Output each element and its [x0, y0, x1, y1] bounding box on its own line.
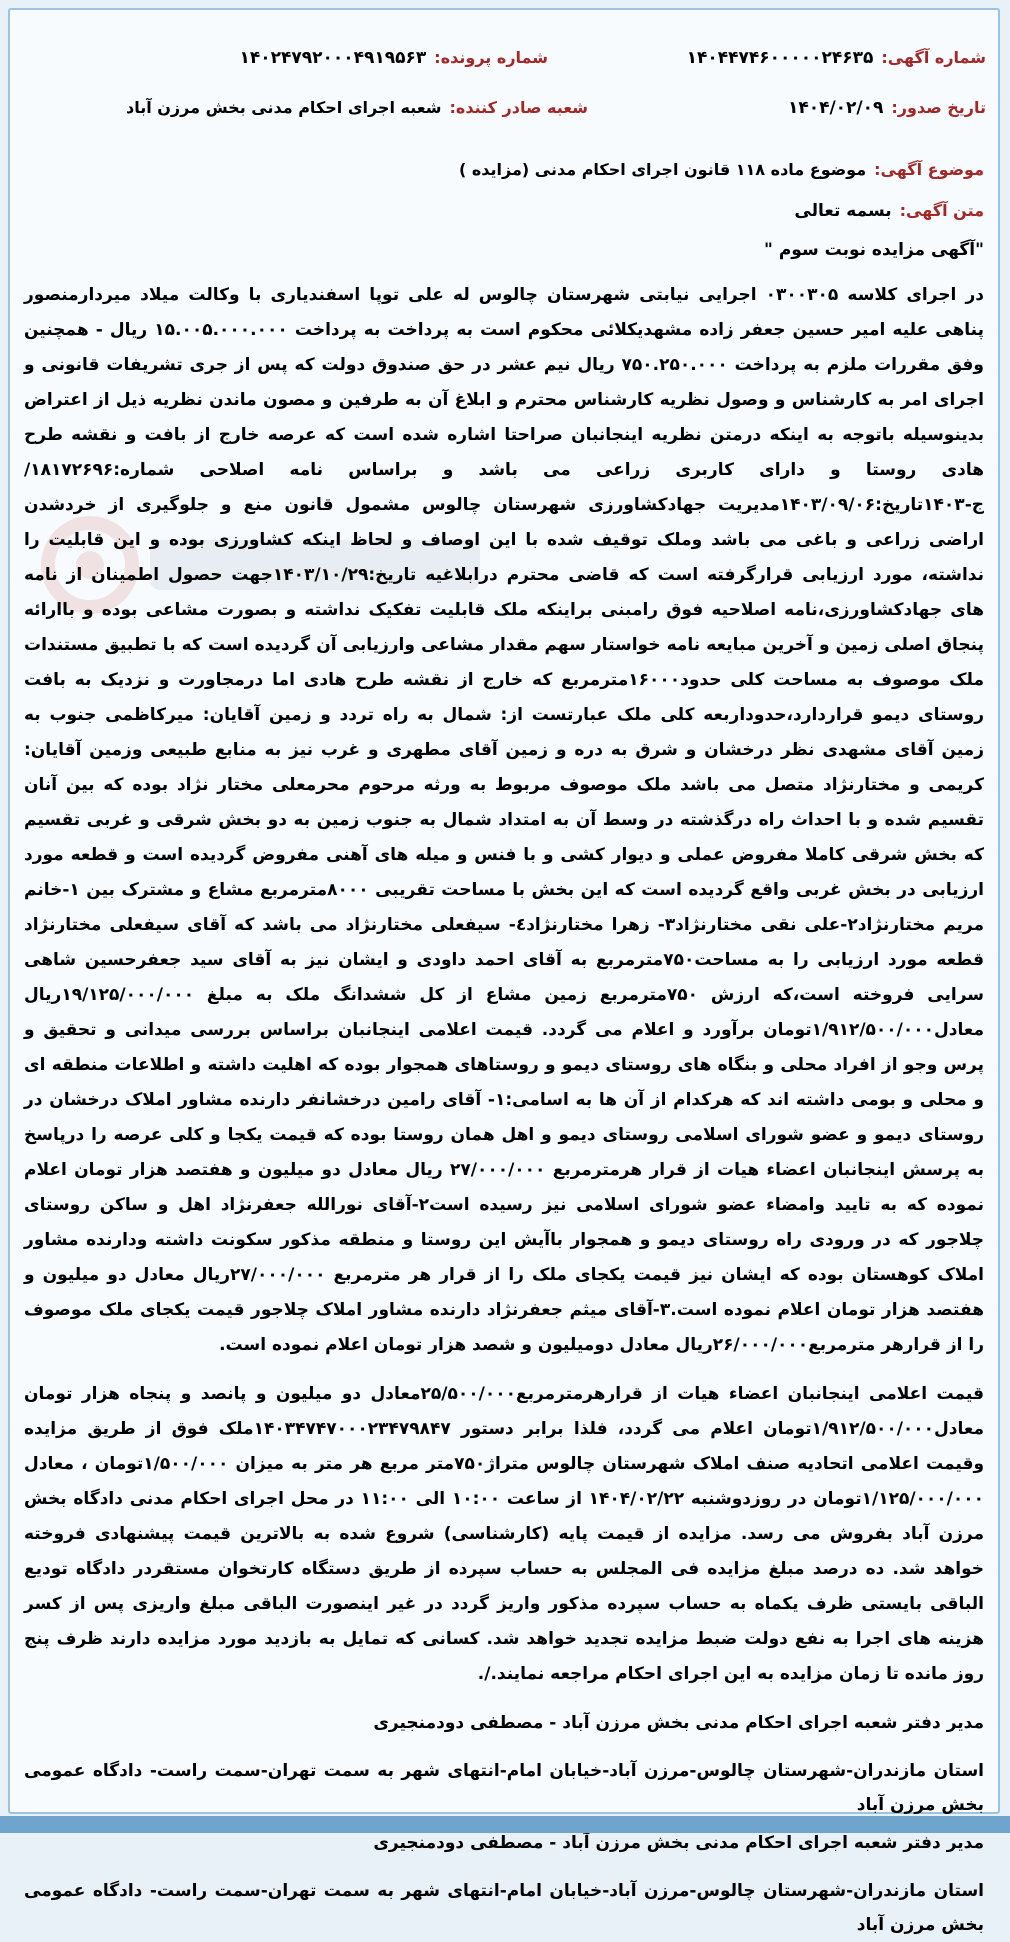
issuing-branch-row	[126, 98, 588, 117]
body-label-row	[24, 201, 984, 221]
case-number-value: ۱۴۰۲۴۷۹۲۰۰۰۴۹۱۹۵۶۳	[239, 48, 427, 68]
issuing-branch-label: شعبه صادر کننده:	[449, 98, 588, 117]
case-number-row	[240, 48, 548, 68]
bottom-bar	[0, 1816, 1010, 1833]
ad-paragraph-1: در اجرای کلاسه ۰۳۰۰۳۰۵ اجرایی نیابتی شهرستان چالوس له علی توپا اسفندیاری با وکالت میلاد میردارمنصور پناهی علیه امیر حسین جعفر زاده مشهدیکلائی محکوم است به پرداخت به پرداخت ۱۵.۰۰۵.۰۰۰.۰۰۰ ریال - همچنین وفق مقررات ملزم به پرداخت ۷۵۰.۲۵۰.۰۰۰ ریال نیم عشر در حق صندوق دولت که پس از جری تشریفات قانونی و اجرای امر به کارشناس و وصول نظریه کارشناس محترم و ابلاغ آن به طرفین و مصون ماندن نظریه ذیل از اعتراض بدینوسیله باتوجه به اینکه درمتن نظریه اینجانبان صراحتا اشاره شده است که عرصه خارج از بافت و نقشه طرح هادی روستا و دارای کاربری زراعی می باشد و براساس نامه اصلاحی شماره:۱۸۱۷۲۶۹۶/ج-۱۴۰۳تاریخ:۱۴۰۳/۰۹/۰۶مدیریت جهادکشاورزی شهرستان چالوس مشمول قانون منع و جلوگیری از خردشدن اراضی زراعی و باغی می باشد وملک توقیف شده با این اوصاف و لحاظ اینکه کشاورزی بوده و این قابلیت را نداشته، مورد ارزیابی قرارگرفته است که قاضی محترم درابلاغیه تاریخ:۱۴۰۳/۱۰/۲۹جهت حصول اطمینان از نامه های جهادکشاورزی،نامه اصلاحیه فوق رامبنی براینکه ملک قابلیت تفکیک نداشته و بصورت مشاعی بوده و باارائه پنجاق اصلی زمین و آخرین مبایعه نامه خواستار سهم مقدار مشاعی وارزیابی آن گردیده است که با تطبیق مستندات ملک موصوف به مساحت کلی حدود۱۶۰۰۰مترمربع که خارج از نقشه طرح هادی اما درمجاورت و نزدیک به بافت روستای دیمو قراردارد،حدوداربعه کلی ملک عبارتست از: شمال به راه تردد و زمین آقایان: میرکاظمی جنوب به زمین آقای مشهدی نظر درخشان و شرق به دره و زمین آقای مطهری و غرب نیز به منابع طبیعی وزمین آقایان: کریمی و مختارنژاد متصل می باشد ملک موصوف مربوط به ورثه مرحوم محرمعلی مختار نژاد بوده که بین آنان تقسیم شده و با احداث راه درگذشته در وسط آن به امتداد شمال به جنوب زمین به دو بخش شرقی و غربی تقسیم که بخش شرقی کاملا مفروض عملی و دیوار کشی و با فنس و میله های آهنی مفروض گردیده است و قطعه مورد ارزیابی در بخش غربی واقع گردیده است که این بخش با مساحت تقریبی ۸۰۰۰مترمربع مشاع و مشترک بین ۱-خانم مریم مختارنژاد۲-علی نقی مختارنژاد۳- زهرا مختارنژاد٤- سیفعلی مختارنژاد می باشد که آقای سیفعلی مختارنژاد قطعه مورد ارزیابی را به مساحت۷۵۰مترمربع به آقای احمد داودی و ایشان نیز به آقای سید جعفرحسین شاهی سرایی فروخته است،که ارزش ۷۵۰مترمربع زمین مشاع از کل ششدانگ ملک به مبلغ ۱۹/۱۲۵/۰۰۰/۰۰۰ریال معادل۱/۹۱۲/۵۰۰/۰۰۰تومان برآورد و اعلام می گردد. قیمت اعلامی اینجانبان براساس بررسی میدانی و تحقیق و پرس وجو از افراد محلی و بنگاه های روستای دیمو و روستاهای همجوار بوده که اهلیت داشته و اطلاعات منطقه ای و محلی و بومی داشته اند که هرکدام از آن ها به اسامی:۱- آقای رامین درخشانفر دارنده مشاور املاک درخشان در روستای دیمو و عضو شورای اسلامی روستای دیمو و اهل همان روستا بوده که قیمت یکجا و کلی عرصه را درپاسخ به پرسش اینجانبان اعضاء هیات از قرار هرمترمربع ۲۷/۰۰۰/۰۰۰ ریال معادل دو میلیون و هفتصد هزار تومان اعلام نموده که به تایید وامضاء عضو شورای اسلامی نیز رسیده است۲-آقای نورالله جعفرنژاد اهل و ساکن روستای چلاجور که در ورودی راه روستای دیمو و همجوار باآیش این روستا و منطقه مذکور سکونت داشته ودارنده مشاور املاک کوهستان بوده که ایشان نیز قیمت یکجای ملک را از قرار هر مترمربع ۲۷/۰۰۰/۰۰۰ریال معادل دو میلیون و هفتصد هزار تومان اعلام نموده است.۳-آقای میثم جعفرنژاد دارنده مشاور املاک چلاجور قیمت یکجای ملک موصوف را از قرارهر مترمربع۲۶/۰۰۰/۰۰۰ریال معادل دومیلیون و شصد هزار تومان اعلام نموده است.	[24, 285, 985, 1355]
ad-content	[24, 160, 984, 1942]
address-2: استان مازندران-شهرستان چالوس-مرزن آباد-خیابان امام-انتهای شهر به سمت تهران-سمت راست- دادگاه عمومی بخش مرزن آباد	[24, 1881, 984, 1935]
case-number-label: شماره پرونده:	[434, 48, 548, 67]
address-1: استان مازندران-شهرستان چالوس-مرزن آباد-خیابان امام-انتهای شهر به سمت تهران-سمت راست- دادگاه عمومی بخش مرزن آباد	[24, 1761, 984, 1815]
subject-value: موضوع ماده ۱۱۸ قانون اجرای احکام مدنی (مزایده )	[458, 160, 867, 179]
issuing-branch-value: شعبه اجرای احکام مدنی بخش مرزن آباد	[125, 98, 442, 117]
subject-label: موضوع آگهی:	[874, 160, 984, 179]
body-opening: بسمه تعالی	[794, 201, 892, 221]
subject-row	[24, 160, 984, 179]
signer-2: مدیر دفتر شعبه اجرای احکام مدنی بخش مرزن آباد - مصطفی دودمنجیری	[373, 1833, 984, 1853]
ad-number-label: شماره آگهی:	[881, 48, 986, 67]
issue-date-value: ۱۴۰۴/۰۲/۰۹	[787, 98, 884, 118]
ad-heading: "آگهی مزایده نوبت سوم "	[764, 240, 984, 260]
issue-date-label: تاریخ صدور:	[891, 98, 986, 117]
body-label: متن آگهی:	[899, 201, 984, 220]
ad-paragraph-2: قیمت اعلامی اینجانبان اعضاء هیات از قرارهرمترمربع۲۵/۵۰۰/۰۰۰معادل دو میلیون و پانصد و پنجاه هزار تومان معادل۱/۹۱۲/۵۰۰/۰۰۰تومان اعلام می گردد، فلذا برابر دستور ۱۴۰۳۴۷۴۷۰۰۰۲۳۴۷۹۸۴۷ملک فوق از طریق مزایده وقیمت اعلامی اتحادیه صنف املاک شهرستان چالوس متراژ۷۵۰متر مربع هر متر به میزان ۱/۵۰۰/۰۰۰تومان ، معادل ۱/۱۲۵/۰۰۰/۰۰۰تومان در روزدوشنبه ۱۴۰۴/۰۲/۲۲ از ساعت ۱۰:۰۰ الی ۱۱:۰۰ در محل اجرای احکام مدنی دادگاه بخش مرزن آباد بفروش می رسد. مزایده از قیمت پایه (کارشناسی) شروع شده به بالاترین قیمت پیشنهادی فروخته خواهد شد. ده درصد مبلغ مزایده فی المجلس به حساب سپرده از طریق دستگاه کارتخوان مستقردر دادگاه تودیع الباقی بایستی ظرف یکماه به حساب سپرده مذکور واریز گردد در غیر اینصورت الباقی مبلغ واریزی پس از کسر هزینه های اجرا به نفع دولت ضبط مزایده تجدید خواهد شد. کسانی که تمایل به بازدید مورد مزایده دارند ظرف پنج روز مانده تا زمان مزایده به این اجرای احکام مراجعه نمایند./.	[24, 1384, 985, 1684]
ad-number-row	[687, 48, 986, 68]
ad-header	[10, 10, 998, 160]
issue-date-row	[788, 98, 986, 118]
signer-1: مدیر دفتر شعبه اجرای احکام مدنی بخش مرزن آباد - مصطفی دودمنجیری	[373, 1713, 984, 1733]
ad-document-frame	[8, 8, 1000, 1935]
ad-number-value: ۱۴۰۴۴۷۴۶۰۰۰۰۰۲۴۶۳۵	[686, 48, 874, 68]
